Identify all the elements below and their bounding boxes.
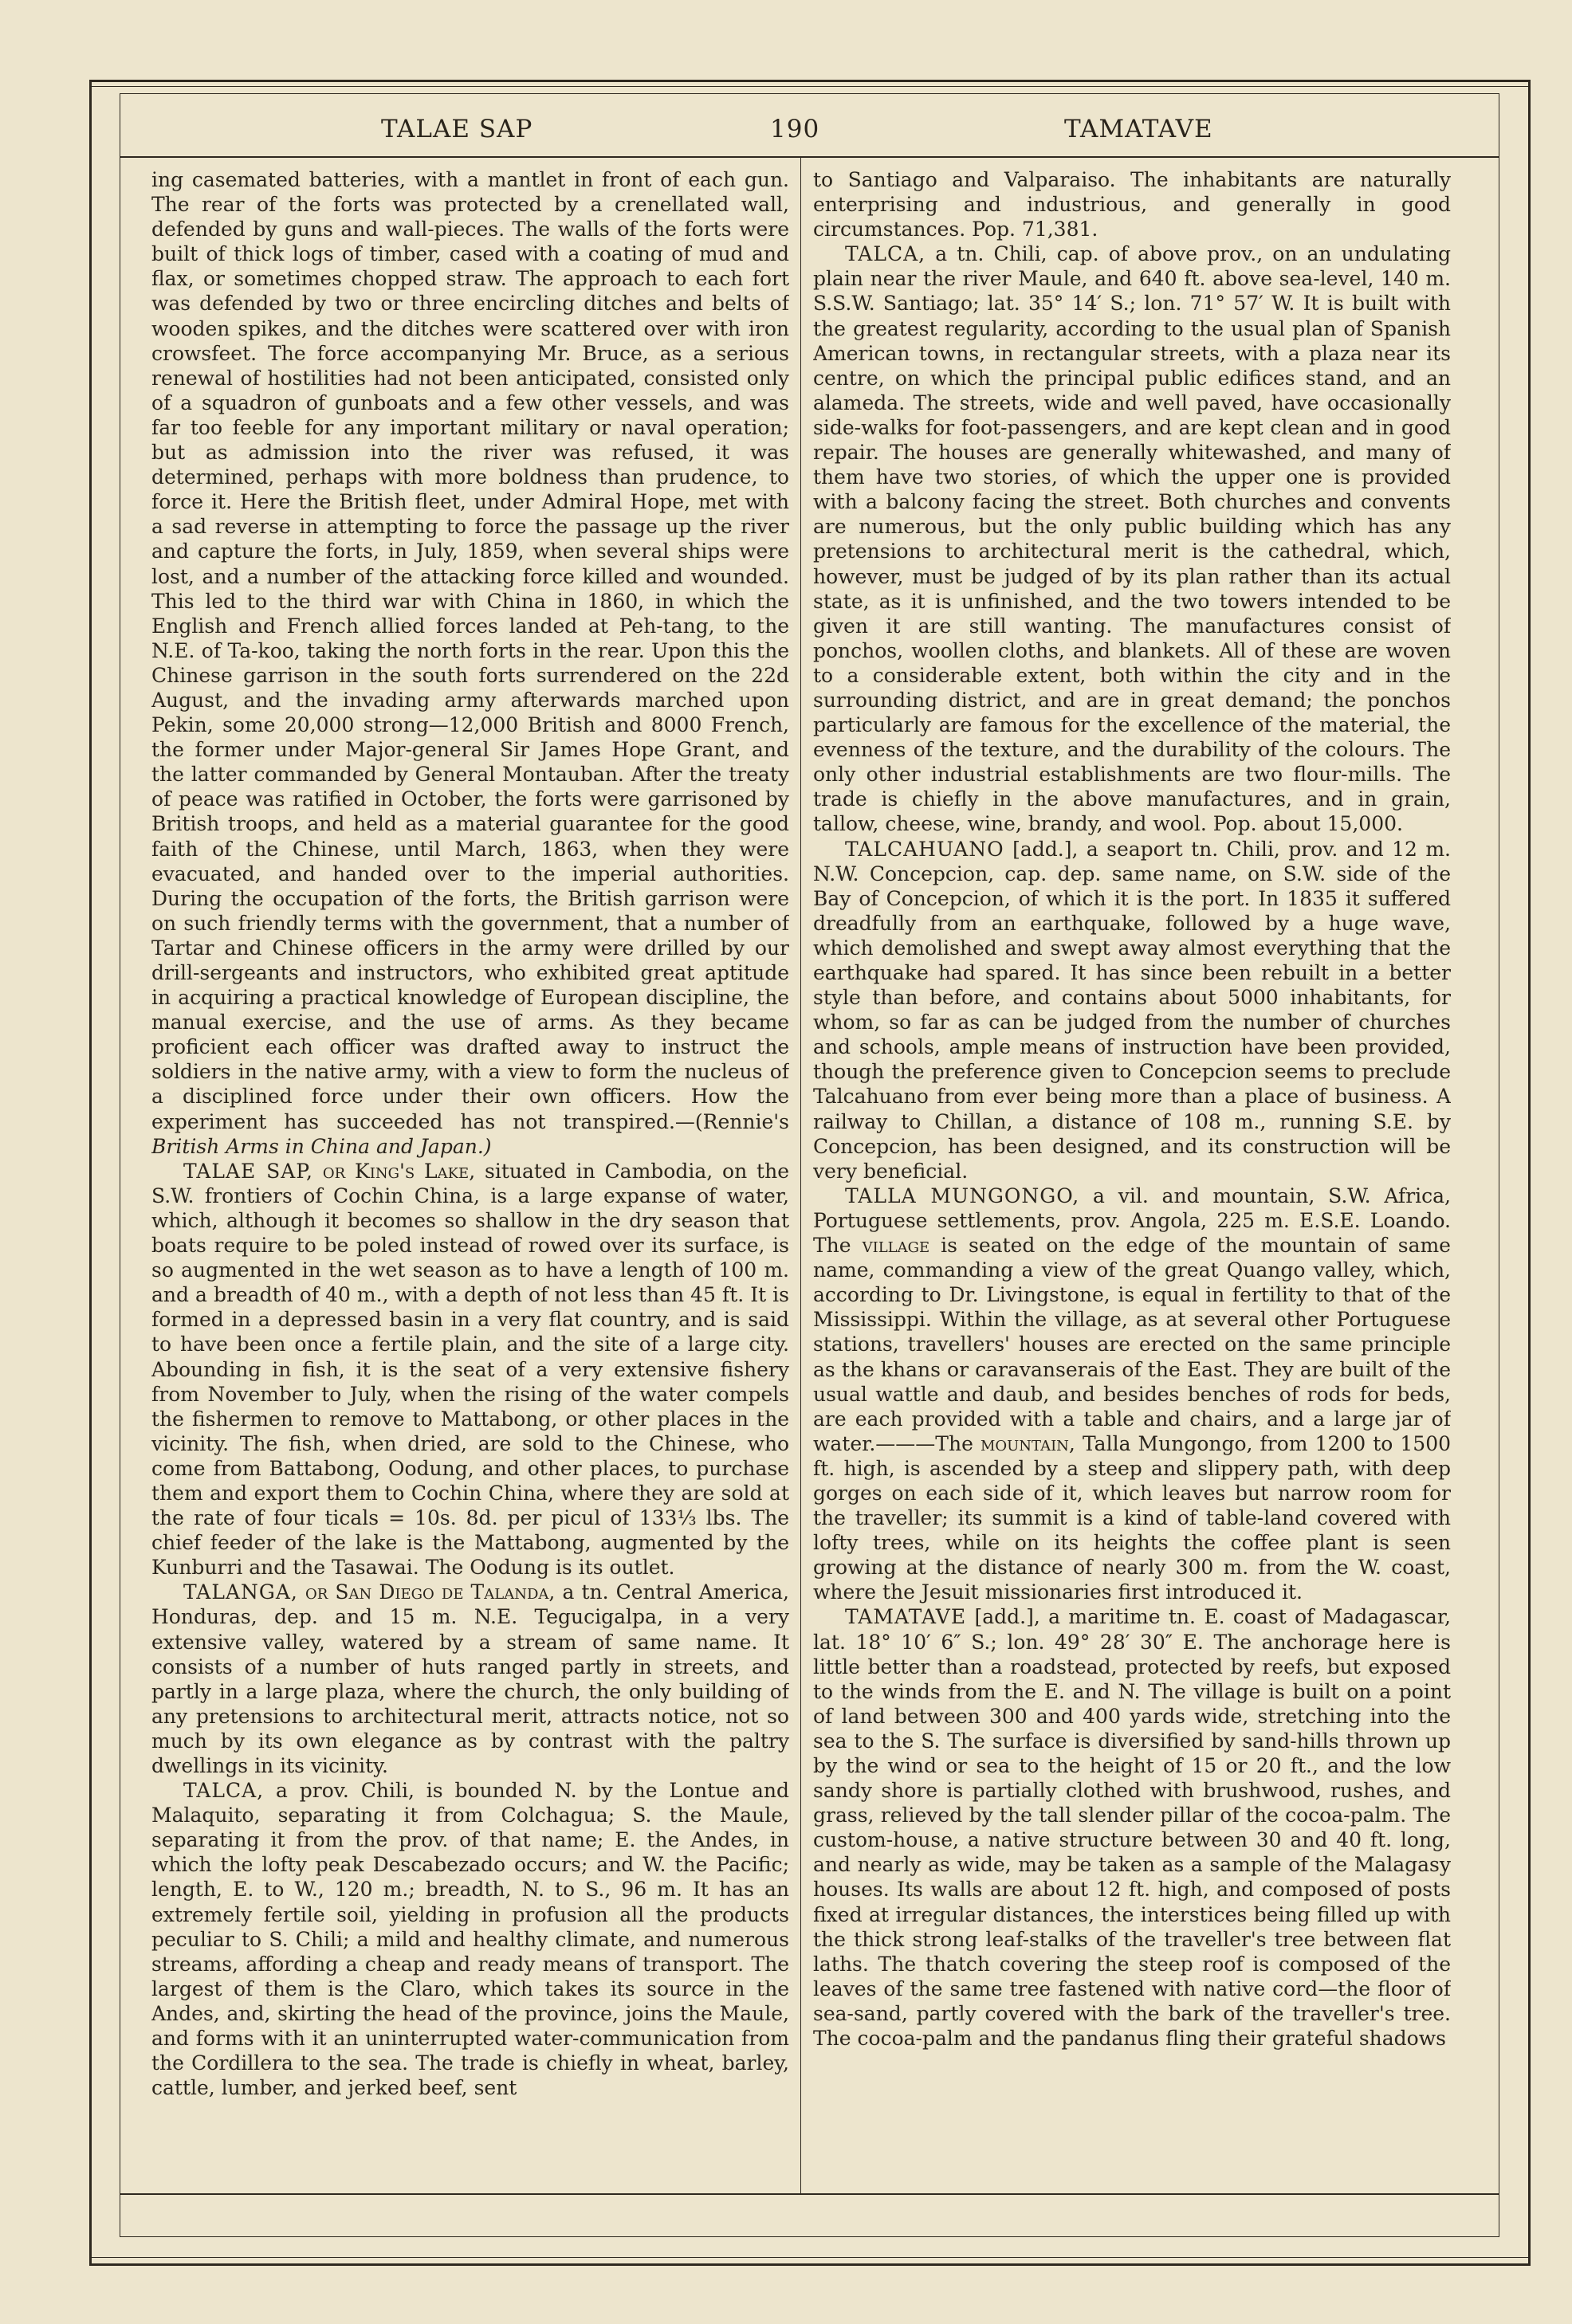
entry-text: a prov. Chili, is bounded N. by the Lontue and Malaquito, separating it from Colchagua; S. the Maule, separating it from the prov. of that name; E. the Andes, in which the lofty peak Descabezado occurs; and W. the Pacific; length, E. to W., 120 m.; breadth, N. to S., 96 m. It has an extremely fertile soil, yielding in profusion all the products peculiar to S. Chili; a mild and healthy climate, and numerous streams, affording a cheap and ready means of transport. The largest of them is the Claro, which takes its source in the Andes, and, skirting the head of the province, joins the Maule, and forms with it an uninterrupted water-communication from the Cordillera to the sea. The trade is chiefly in wheat, barley, cattle, lumber, and jerked beef, sent	[151, 1779, 789, 2100]
running-head-right: TAMATAVE	[1064, 115, 1213, 143]
outer-frame-right	[1528, 80, 1531, 2265]
outer-frame-bottom-inner	[89, 2257, 1531, 2258]
outer-frame-top-inner	[89, 86, 1531, 87]
entry-tamatave	[813, 1604, 1451, 2051]
entry-text: [add.], a seaport tn. Chili, prov. and 12 m. N.W. Concepcion, cap. dep. same name, on S.W. side of the Bay of Concepcion, of which it is the port. In 1835 it suffered dreadfully from an earthquake, followed by a huge wave, which demolished and swept away almost everything that the earthquake had spared. It has since been rebuilt in a better style than before, and contains about 5000 inhabitants, for whom, so far as can be judged from the number of churches and schools, ample means of instruction have been provided, though the preference given to Concepcion seems to preclude Talcahuano from ever being more than a place of business. A railway to Chillan, a distance of 108 m., running S.E. by Concepcion, has been designed, and its construction will be very beneficial.	[813, 837, 1451, 1183]
entry-talla-mungongo	[813, 1184, 1451, 1605]
subentry-label-mountain: mountain,	[980, 1431, 1075, 1455]
entry-text: situated in Cambodia, on the S.W. frontiers of Cochin China, is a large expanse of water, which, although it becomes so shallow in the dry season that boats require to be poled instead of rowed over its surface, is so augmented in the wet season as to have a length of 100 m. and a breadth of 40 m., with a depth of not less than 45 ft. It is formed in a depressed basin in a very flat country, and is said to have been once a fertile plain, and the site of a large city. Abounding in fish, it is the seat of a very extensive fishery from November to July, when the rising of the water compels the fishermen to remove to Mattabong, or other places in the vicinity. The fish, when dried, are sold to the Chinese, who come from Battabong, Oodung, and other places, to purchase them and export them to Cochin China, where they are sold at the rate of four ticals = 10s. 8d. per picul of 133⅓ lbs. The chief feeder of the lake is the Mattabong, augmented by the Kunburri and the Tasawai. The Oodung is its outlet.	[151, 1159, 789, 1580]
entry-title: TALCAHUANO	[845, 837, 1004, 861]
entry-text: a tn. Central America, Honduras, dep. and 15 m. N.E. Tegucigalpa, in a very extensive valley, watered by a stream of same name. It consists of a number of huts ranged partly in streets, and partly in a large plaza, where the church, the only building of any pretensions to architectural merit, attracts notice, not so much by its own elegance as by contrast with the paltry dwellings in its vicinity.	[151, 1580, 789, 1777]
subentry-label-village: village	[862, 1234, 930, 1258]
footer-rule	[120, 2193, 1499, 2195]
left-column	[151, 167, 789, 2176]
outer-frame-left	[89, 80, 92, 2265]
entry-text: [add.], a maritime tn. E. coast of Madagascar, lat. 18° 10′ 6″ S.; lon. 49° 28′ 30″ E. The anchorage here is little better than a roadstead, protected by reefs, but exposed to the winds from the E. and N. The village is built on a point of land between 300 and 400 yards wide, stretching into the sea to the S. The surface is diversified by sand-hills thrown up by the wind or sea to the height of 15 or 20 ft., and the low sandy shore is partially clothed with brushwood, rushes, and grass, relieved by the tall slender pillar of the cocoa-palm. The custom-house, a native structure between 30 and 40 ft. long, and nearly as wide, may be taken as a sample of the Malagasy houses. Its walls are about 12 ft. high, and composed of posts fixed at irregular distances, the interstices being filled up with the thick strong leaf-stalks of the traveller's tree between flat laths. The thatch covering the steep roof is composed of the leaves of the same tree fastened with native cord—the floor of sea-sand, partly covered with the bark of the traveller's tree. The cocoa-palm and the pandanus fling their grateful shadows	[813, 1605, 1451, 2051]
entry-talca-town	[813, 241, 1451, 836]
entry-talanga	[151, 1580, 789, 1778]
entry-alt-name: or San Diego de Talanda,	[305, 1580, 556, 1604]
entry-text: is seated on the edge of the mountain of same name, commanding a view of the great Quango valley, which, according to Dr. Livingstone, is equal in fertility to that of the Mississippi. Within the village, as at several other Portuguese stations, travellers' houses are erected on the same principle as the khans or caravanserais of the East. They are built of the usual wattle and daub, and besides benches of rods for beds, are each provided with a table and chairs, and a large jar of water.———The	[813, 1234, 1451, 1455]
running-head-left: TALAE SAP	[381, 115, 533, 143]
entry-alt-name: or King's Lake,	[322, 1159, 476, 1183]
entry-text: Talla Mungongo, from 1200 to 1500 ft. high, is ascended by a steep and slippery path, with deep gorges on each side of it, which leaves but narrow room for the traveller; its summit is a kind of table-land covered with lofty trees, while on its heights the coffee plant is seen growing at the distance of nearly 300 m. from the W. coast, where the Jesuit missionaries first introduced it.	[813, 1431, 1451, 1604]
entry-talca-province	[151, 1778, 789, 2100]
entry-text: ing casemated batteries, with a mantlet in front of each gun. The rear of the forts was protected by a crenellated wall, defended by guns and wall-pieces. The walls of the forts were built of thick logs of timber, cased with a coating of mud and flax, or sometimes chopped straw. The approach to each fort was defended by two or three encircling ditches and belts of wooden spikes, and the ditches were scattered over with iron crowsfeet. The force accompanying Mr. Bruce, as a serious renewal of hostilities had not been anticipated, consisted only of a squadron of gunboats and a few other vessels, and was far too feeble for any important military or naval operation; but as admission into the river was refused, it was determined, perhaps with more boldness than prudence, to force it. Here the British fleet, under Admiral Hope, met with a sad reverse in attempting to force the passage up the river and capture the forts, in July, 1859, when several ships were lost, and a number of the attacking force killed and wounded. This led to the third war with China in 1860, in which the English and French allied forces landed at Peh-tang, to the N.E. of Ta-koo, taking the north forts in the rear. Upon this the Chinese garrison in the south forts surrendered on the 22d August, and the invading army afterwards marched upon Pekin, some 20,000 strong—12,000 British and 8000 French, the former under Major-general Sir James Hope Grant, and the latter commanded by General Montauban. After the treaty of peace was ratified in October, the forts were garrisoned by British troops, and held as a material guarantee for the good faith of the Chinese, until March, 1863, when they were evacuated, and handed over to the imperial authorities. During the occupation of the forts, the British garrison were on such friendly terms with the government, that a number of Tartar and Chinese officers in the army were drilled by our drill-sergeants and instructors, who exhibited great aptitude in acquiring a practical knowledge of European discipline, the manual exercise, and the use of arms. As they became proficient each officer was drafted away to instruct the soldiers in the native army, with a view to form the nucleus of a disciplined force under their own officers. How the experiment has succeeded has not transpired.—(Rennie's	[151, 168, 789, 1133]
entry-talae-sap	[151, 1159, 789, 1580]
entry-talcahuano	[813, 837, 1451, 1184]
entry-text: a tn. Chili, cap. of above prov., on an undulating plain near the river Maule, and 640 ft. above sea-level, 140 m. S.S.W. Santiago; lat. 35° 14′ S.; lon. 71° 57′ W. It is built with the greatest regularity, according to the usual plan of Spanish American towns, in rectangular streets, with a plaza near its centre, on which the principal public edifices stand, and an alameda. The streets, wide and well paved, have occasionally side-walks for foot-passengers, and are kept clean and in good repair. The houses are generally whitewashed, and many of them have two stories, of which the upper one is provided with a balcony facing the street. Both churches and convents are numerous, but the only public building which has any pretensions to architectural merit is the cathedral, which, however, must be judged of by its plan rather than its actual state, as it is unfinished, and the two towers intended to be given it are still wanting. The manufactures consist of ponchos, woollen cloths, and blankets. All of these are woven to a considerable extent, both within the city and in the surrounding district, and are in great demand; the ponchos particularly are famous for the excellence of the material, the evenness of the texture, and the durability of the colours. The only other industrial establishments are two flour-mills. The trade is chiefly in the above manufactures, and in grain, tallow, cheese, wine, brandy, and wool. Pop. about 15,000.	[813, 242, 1451, 836]
right-column	[813, 167, 1451, 2176]
header-rule	[120, 156, 1499, 158]
inner-frame-bottom	[120, 2236, 1499, 2237]
column-divider	[800, 158, 801, 2193]
entry-title: TALCA,	[845, 242, 926, 266]
outer-frame-top	[89, 80, 1531, 82]
outer-frame-bottom	[89, 2263, 1531, 2266]
entry-title: TALCA,	[183, 1779, 265, 1803]
entry-title: TALAE SAP,	[183, 1159, 314, 1183]
citation: British Arms in China and Japan.)	[151, 1134, 492, 1158]
entry-title: TALLA MUNGONGO,	[845, 1184, 1080, 1207]
entry-text: to Santiago and Valparaiso. The inhabitants are naturally enterprising and industrious, and generally in good circumstances. Pop. 71,381.	[813, 168, 1451, 241]
page-number: 190	[770, 115, 820, 143]
inner-frame-top	[120, 93, 1499, 94]
entry-forts-continued	[151, 167, 789, 1159]
entry-talca-province-continued	[813, 167, 1451, 241]
entry-text: a vil. and mountain, S.W. Africa, Portuguese settlements, prov. Angola, 225 m. E.S.E. Loando. The	[813, 1184, 1451, 1258]
entry-title: TALANGA,	[183, 1580, 298, 1604]
entry-title: TAMATAVE	[845, 1605, 967, 1629]
